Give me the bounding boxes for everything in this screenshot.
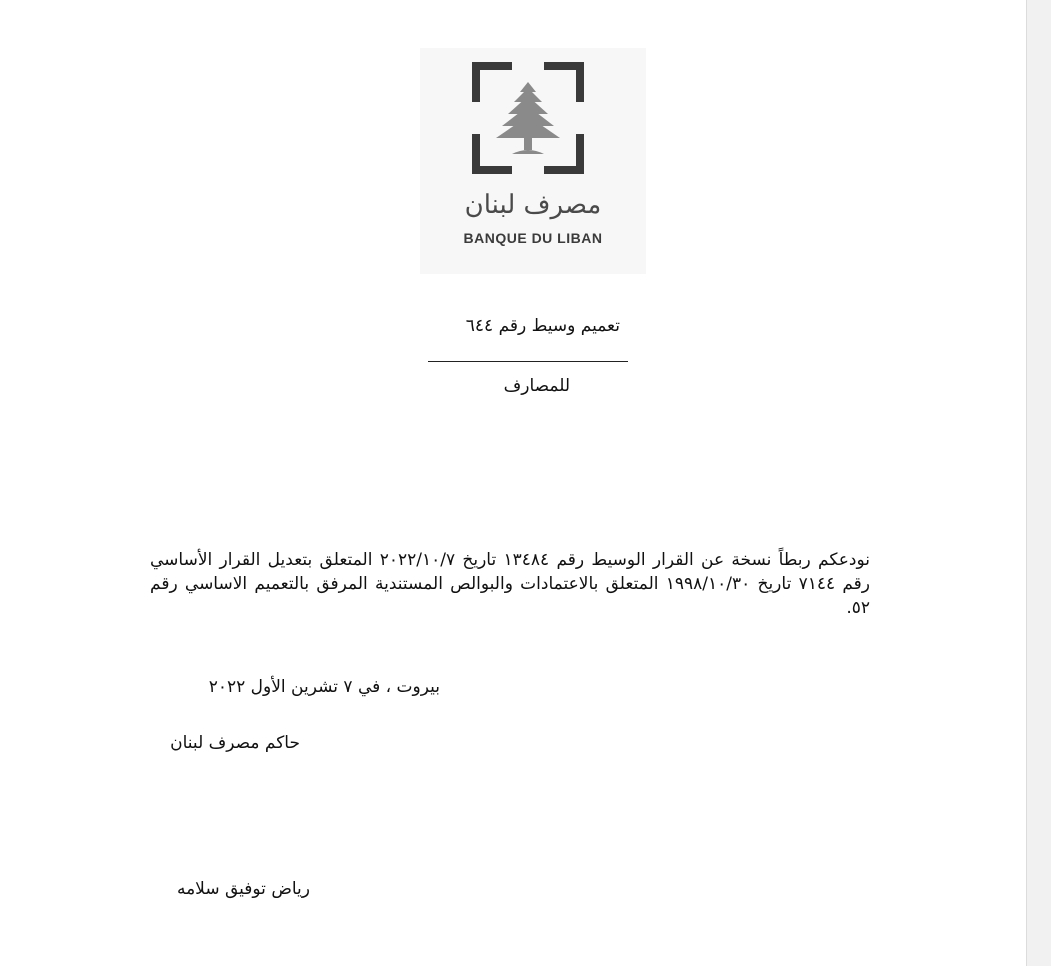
body-paragraph: نودعكم ربطاً نسخة عن القرار الوسيط رقم ١٣٤٨٤ تاريخ ٢٠٢٢/١٠/٧ المتعلق بتعديل القرار الأساسي رقم ٧١٤٤ تاريخ ١٩٩٨/١٠/٣٠ المتعلق بالاعتمادات والبوالص المستندية المرفق بالتعميم الاساسي رقم ٥٢. (150, 550, 870, 618)
place-and-date: بيروت ، في ٧ تشرين الأول ٢٠٢٢ (208, 677, 440, 697)
circular-title: تعميم وسيط رقم ٦٤٤ (465, 316, 620, 336)
bank-logo (420, 48, 646, 274)
cedar-tree-icon (472, 62, 584, 174)
title-divider (428, 361, 628, 362)
bank-name-arabic: مصرف لبنان (464, 190, 602, 220)
governor-title: حاكم مصرف لبنان (170, 733, 300, 753)
recipient-line: للمصارف (503, 376, 570, 396)
bank-name-french: BANQUE DU LIBAN (463, 230, 603, 246)
viewer-scroll-gutter[interactable] (1026, 0, 1051, 966)
signatory-name: رياض توفيق سلامه (176, 879, 310, 899)
